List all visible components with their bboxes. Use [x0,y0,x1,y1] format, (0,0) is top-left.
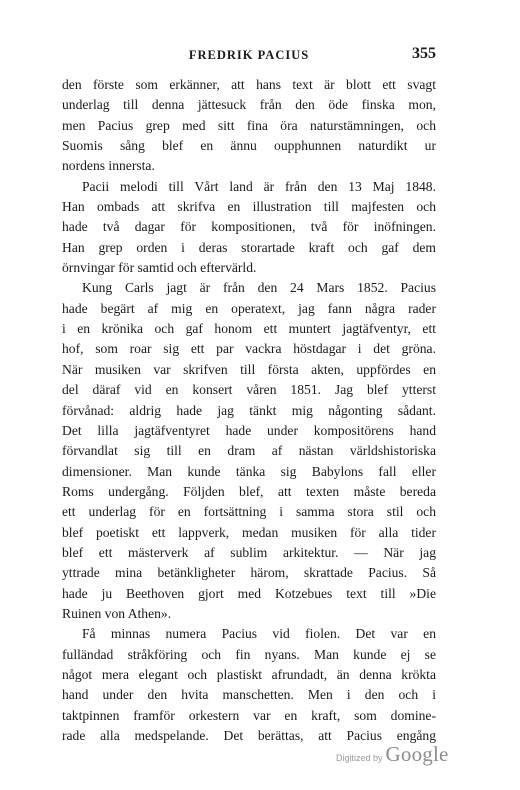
running-header [62,44,436,64]
text-line: yttrade mina betänkligheter härom, skrattade Pacius. Så [62,565,436,581]
text-line: hade ju Beethoven gjort med Kotzebues text till »Die [62,585,436,601]
text-line: ett underlag för en fortsättning i samma stora stil och [62,504,436,520]
text-line: örnvingar för samtid och eftervärld. [62,260,257,276]
text-line: När musiken var skrifven till första akten, uppfördes en [62,361,436,377]
text-line: hof, som roar sig ett par vackra höstdagar i det gröna. [62,341,436,357]
text-line: rade alla medspelande. Det berättas, att Pacius engång [62,728,436,743]
text-line: taktpinnen framför orkestern var en kraft, som domine- [62,707,436,723]
body-text [62,75,436,746]
text-line: blef ett mästerverk af sublim arkitektur. — När jag [62,544,436,560]
text-line: underlag till denna jättesuck från den öde finska mon, [62,97,436,113]
text-line: något mera elegant och plastiskt afrundadt, än denna krökta [62,666,436,682]
text-line: förvandlat sig till en dram af nästan världshistoriska [62,443,436,459]
paragraph-start-line: Kung Carls jagt är från den 24 Mars 1852. Pacius [82,280,436,296]
digitized-by-label: Digitized by [336,753,383,763]
text-line: fulländad stråkföring och fin nyans. Man kunde ej se [62,646,436,662]
text-line: del däraf vid en konsert våren 1851. Jag blef ytterst [62,382,436,398]
text-line: men Pacius grep med sitt fina öra naturstämningen, och [62,117,436,133]
text-line: blef poetiskt ett lappverk, medan musiken för alla tider [62,524,436,540]
google-logo: Google [385,742,449,766]
paragraph-start-line: Få minnas numera Pacius vid fiolen. Det var en [82,626,436,642]
page-number: 355 [412,45,436,62]
google-watermark [336,742,449,768]
text-line: hade begärt af mig en operatext, jag fann några rader [62,300,436,316]
text-line: i en krönika och gaf honom ett muntert jagtäfventyr, ett [62,321,436,337]
text-line: Det lilla jagtäfventyret hade under kompositörens hand [62,422,436,438]
text-line: Han ombads att skrifva en illustration till majfesten och [62,199,436,215]
text-line: Suomis sång blef en ännu oupphunnen naturdikt ur [62,138,436,154]
text-line: nordens innersta. [62,158,155,174]
text-line: hand under den hvita manschetten. Men i den och i [62,687,436,703]
text-line: hade två dagar för kompositionen, två för inöfningen. [62,219,436,235]
running-title: FREDRIK PACIUS [188,48,310,62]
text-line: förvånad: aldrig hade jag tänkt mig någonting sådant. [62,402,436,418]
text-line: Roms undergång. Följden blef, att texten måste bereda [62,483,436,499]
text-line: den förste som erkänner, att hans text är blott ett svagt [62,77,436,92]
text-line: Han grep orden i deras storartade kraft och gaf dem [62,239,436,255]
text-line: dimensioner. Man kunde tänka sig Babylons fall eller [62,463,436,479]
text-line: Ruinen von Athen». [62,605,172,621]
paragraph-start-line: Pacii melodi till Vårt land är från den 13 Maj 1848. [82,178,436,194]
